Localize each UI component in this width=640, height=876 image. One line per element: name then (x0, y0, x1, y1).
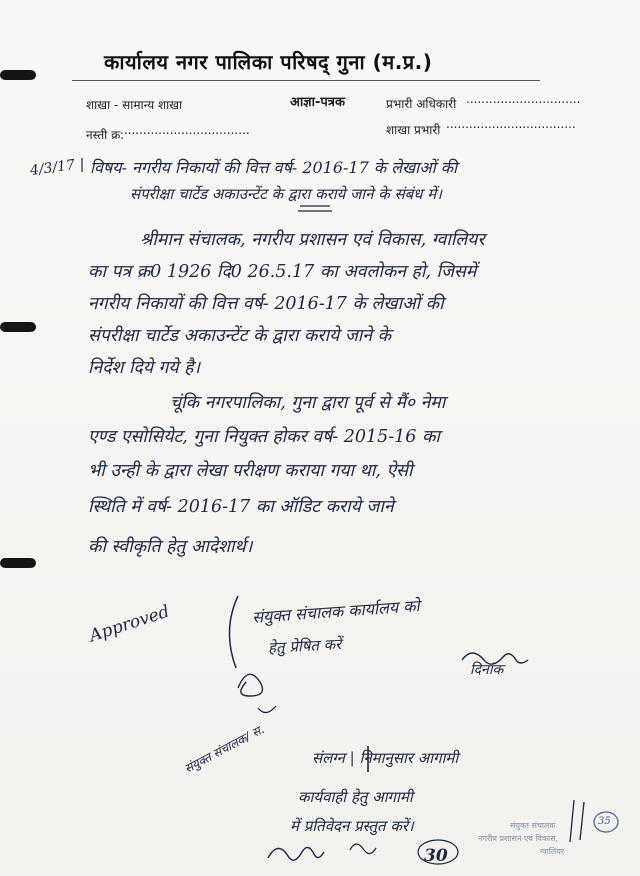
branch-incharge-dots: .................................. (446, 117, 576, 131)
file-no-dots: .................................. (120, 123, 250, 137)
body-line: नगरीय निकायों की वित्त वर्ष- 2016-17 के लेखाओं की (88, 294, 444, 314)
body-line: चूंकि नगरपालिका, गुना द्वारा पूर्व से मैं० नेमा (170, 393, 446, 413)
subject-line-1: विषय- नगरीय निकायों की वित्त वर्ष- 2016-17 के लेखाओं की (90, 158, 458, 177)
stamp-line-3: ग्वालियर (540, 847, 565, 856)
body-line: भी उन्ही के द्वारा लेखा परीक्षण कराया गया था, ऐसी (88, 461, 413, 481)
subject-line-2: संपरीक्षा चार्टेड अकाउन्टेंट के द्वारा कराये जाने के संबंध में। (130, 185, 442, 203)
number-mark: 30 (424, 846, 448, 866)
branch-label: शाखा - सामान्य शाखा (86, 98, 183, 112)
attach-line-1: संलग्न | निमानुसार आगामी (312, 749, 459, 767)
side-note: संयुक्त संचालक/ स. (182, 722, 267, 776)
note-date: 4/3/17 (29, 156, 76, 180)
stamp-line-2: नगरीय प्रशासन एवं विकास, (478, 834, 559, 843)
office-title: कार्यालय नगर पालिका परिषद् गुना (म.प्र.) (104, 50, 433, 74)
approval-initial: Approved (86, 601, 173, 647)
branch-incharge-label: शाखा प्रभारी (386, 123, 441, 137)
body-line: का पत्र क्र0 1926 दि0 26.5.17 का अवलोकन हो, जिसमें (88, 262, 477, 282)
body-line: स्थिति में वर्ष- 2016-17 का ऑडिट कराये जाने (88, 497, 394, 517)
officer-dots: .............................. (466, 92, 581, 106)
order-line-2: हेतु प्रेषित करें (267, 635, 342, 657)
body-line: एण्ड एसोसियेट, गुना नियुक्त होकर वर्ष- 2015-16 का (88, 427, 440, 447)
circle-mark: 35 (598, 816, 611, 827)
attach-line-3: में प्रतिवेदन प्रस्तुत करें। (290, 817, 414, 835)
stamp-line-1: संयुक्त संचालक (510, 821, 556, 830)
order-date-sign: दिनांक (470, 662, 504, 678)
doc-type: आज्ञा-पत्रक (290, 95, 345, 110)
body-line: श्रीमान संचालक, नगरीय प्रशासन एवं विकास, ग्वालियर (140, 230, 485, 250)
order-line-1: संयुक्त संचालक कार्यालय को (251, 596, 421, 627)
officer-label: प्रभारी अधिकारी (386, 97, 457, 111)
body-line: की स्वीकृति हेतु आदेशार्थ। (88, 537, 253, 557)
file-no-label: नस्ती क्र. (86, 128, 125, 142)
body-line: निर्देश दिये गये है। (88, 358, 201, 378)
body-line: संपरीक्षा चार्टेड अकाउन्टेंट के द्वारा कराये जाने के (88, 326, 392, 346)
attach-line-2: कार्यवाही हेतु आगामी (298, 788, 413, 806)
